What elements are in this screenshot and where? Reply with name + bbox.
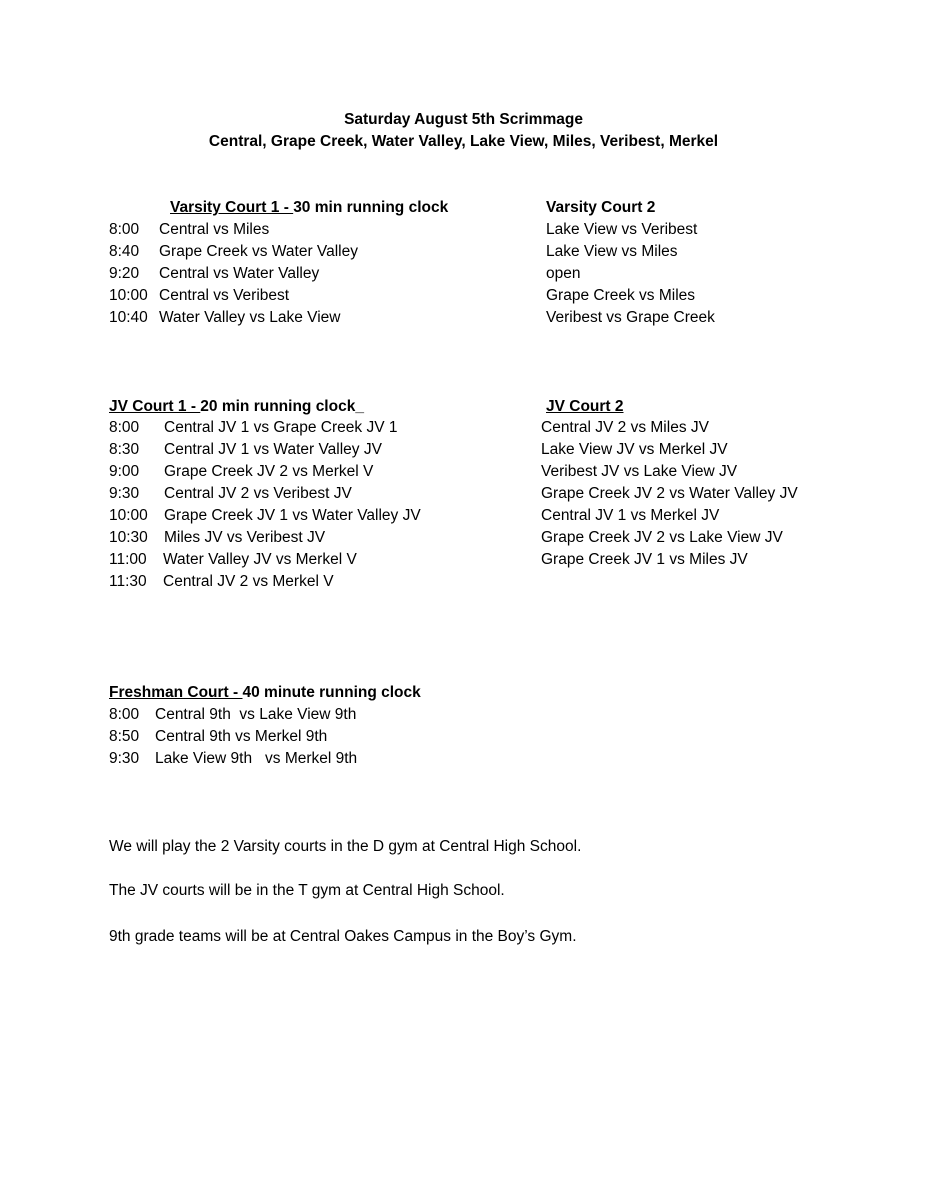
jv-court2-game: Central JV 2 vs Miles JV	[541, 419, 709, 436]
game-match: Central JV 1 vs Grape Creek JV 1	[164, 419, 398, 436]
game-time: 8:00	[109, 419, 140, 436]
jv-court2-game: Grape Creek JV 1 vs Miles JV	[541, 551, 748, 568]
freshman-court-heading	[109, 683, 421, 703]
game-time: 10:40	[109, 309, 148, 326]
jv-court2-game: Veribest JV vs Lake View JV	[541, 463, 738, 480]
varsity-court2-game: Grape Creek vs Miles	[546, 287, 696, 304]
jv-court2-game: Lake View JV vs Merkel JV	[541, 441, 728, 458]
game-match: Central 9th vs Merkel 9th	[155, 728, 328, 745]
jv-court2-game: Grape Creek JV 2 vs Water Valley JV	[541, 485, 798, 502]
jv-court1-heading-trail: _	[355, 398, 364, 415]
game-time: 8:00	[109, 221, 140, 238]
game-match: Central JV 1 vs Water Valley JV	[164, 441, 382, 458]
game-match: Central vs Water Valley	[159, 265, 320, 282]
game-time: 11:00	[109, 551, 147, 568]
game-match: Grape Creek vs Water Valley	[159, 243, 358, 260]
freshman-heading-rest: 40 minute running clock	[242, 684, 421, 701]
game-time: 9:20	[109, 265, 140, 282]
freshman-heading-underlined: Freshman Court -	[109, 684, 243, 701]
game-match: Central JV 2 vs Merkel V	[163, 573, 334, 590]
jv-court1-heading-rest: 20 min running clock	[200, 398, 356, 415]
game-time: 9:00	[109, 463, 140, 480]
game-time: 10:00	[109, 507, 148, 524]
game-match: Lake View 9th vs Merkel 9th	[155, 750, 358, 767]
game-match: Water Valley JV vs Merkel V	[163, 551, 357, 568]
game-match: Central vs Miles	[159, 221, 270, 238]
game-time: 10:00	[109, 287, 148, 304]
game-time: 8:00	[109, 706, 140, 723]
game-match: Grape Creek JV 2 vs Merkel V	[164, 463, 374, 480]
game-time: 10:30	[109, 529, 148, 546]
varsity-court1-heading	[170, 198, 448, 218]
jv-court2-heading: JV Court 2	[546, 398, 624, 415]
game-time: 8:40	[109, 243, 140, 260]
varsity-court2-game: Lake View vs Miles	[546, 243, 678, 260]
varsity-court2-game: Lake View vs Veribest	[546, 221, 698, 238]
varsity-court2-heading: Varsity Court 2	[546, 199, 656, 216]
game-time: 9:30	[109, 750, 140, 767]
game-time: 8:50	[109, 728, 140, 745]
varsity-court2-game: Veribest vs Grape Creek	[546, 309, 715, 326]
game-match: Grape Creek JV 1 vs Water Valley JV	[164, 507, 421, 524]
game-match: Central vs Veribest	[159, 287, 290, 304]
varsity-court2-game: open	[546, 265, 581, 282]
jv-court1-heading-underlined: JV Court 1 -	[109, 398, 201, 415]
game-time: 8:30	[109, 441, 140, 458]
game-match: Miles JV vs Veribest JV	[164, 529, 326, 546]
jv-court2-game: Grape Creek JV 2 vs Lake View JV	[541, 529, 783, 546]
game-time: 9:30	[109, 485, 140, 502]
game-match: Central 9th vs Lake View 9th	[155, 706, 357, 723]
varsity-court1-heading-rest: 30 min running clock	[293, 199, 449, 216]
page-title: Saturday August 5th Scrimmage	[344, 111, 583, 128]
page-subtitle: Central, Grape Creek, Water Valley, Lake View, Miles, Veribest, Merkel	[208, 133, 719, 150]
game-time: 11:30	[109, 573, 147, 590]
jv-court2-game: Central JV 1 vs Merkel JV	[541, 507, 720, 524]
note-jv-location: The JV courts will be in the T gym at Central High School.	[109, 882, 505, 899]
game-match: Water Valley vs Lake View	[159, 309, 341, 326]
jv-court1-heading	[109, 397, 364, 417]
note-varsity-location: We will play the 2 Varsity courts in the D gym at Central High School.	[109, 838, 582, 855]
note-freshman-location: 9th grade teams will be at Central Oakes Campus in the Boy’s Gym.	[109, 928, 577, 945]
game-match: Central JV 2 vs Veribest JV	[164, 485, 352, 502]
varsity-court1-heading-underlined: Varsity Court 1 -	[170, 199, 294, 216]
